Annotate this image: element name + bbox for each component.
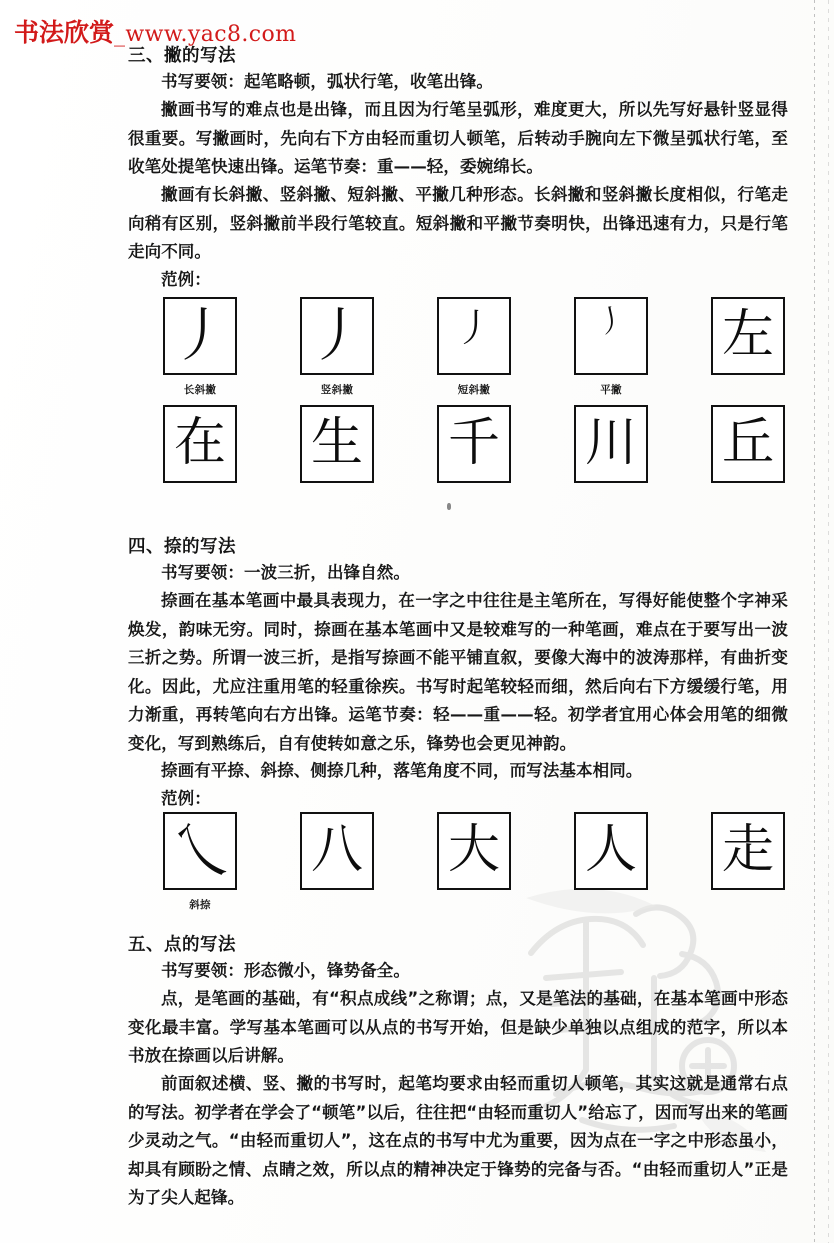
glyph-box — [437, 405, 511, 483]
examples-row-pie-1 — [163, 297, 785, 397]
example-cell — [711, 405, 785, 483]
glyph-box — [711, 297, 785, 375]
scan-edge-line-far-right — [828, 0, 829, 1243]
example-cell — [574, 812, 648, 912]
section-heading-pie: 三、撇的写法 — [128, 46, 236, 66]
glyph-char: 大 — [447, 820, 500, 880]
glyph-char: 千 — [447, 413, 500, 473]
example-cell — [163, 812, 237, 912]
site-watermark — [14, 13, 296, 49]
glyph-char: 在 — [173, 413, 226, 473]
glyph-box — [574, 405, 648, 483]
example-cell — [574, 405, 648, 483]
example-cell — [300, 405, 374, 483]
glyph-box — [300, 812, 374, 890]
glyph-box — [163, 297, 237, 375]
glyph-box — [437, 297, 511, 375]
site-watermark-url: _www.yac8.com — [114, 22, 297, 47]
section-dian-paragraph-1: 书写要领：形态微小，锋势备全。 — [161, 961, 410, 980]
glyph-char: 人 — [584, 820, 637, 880]
glyph-char: 丘 — [721, 413, 774, 473]
section-na-paragraph-1: 书写要领：一波三折，出锋自然。 — [161, 563, 410, 582]
example-cell — [300, 812, 374, 912]
section-heading-na: 四、捺的写法 — [128, 537, 236, 557]
glyph-box — [711, 812, 785, 890]
example-cell — [163, 297, 237, 397]
glyph-char: 生 — [310, 413, 363, 473]
example-cell — [437, 405, 511, 483]
section-dian-paragraph-2: 点，是笔画的基础，有“积点成线”之称谓；点，又是笔法的基础，在基本笔画中形态变化最丰富。学写基本笔画可以从点的书写开始，但是缺少单独以点组成的范字，所以本书放在捺画以后讲解。 — [128, 989, 788, 1065]
section-na-paragraph-4: 范例： — [161, 789, 211, 808]
section-pie-paragraph-1: 书写要领：起笔略顿，弧状行笔，收笔出锋。 — [161, 72, 493, 91]
glyph-label: 平撇 — [600, 384, 622, 396]
glyph-label: 长斜撇 — [183, 384, 217, 396]
section-na-paragraph-3: 捺画有平捺、斜捺、侧捺几种，落笔角度不同，而写法基本相同。 — [161, 761, 643, 780]
glyph-char: 丿 — [307, 301, 366, 369]
glyph-label: 短斜撇 — [457, 384, 491, 396]
scan-edge-line-right — [814, 0, 815, 1243]
glyph-char: 川 — [584, 413, 637, 473]
examples-row-pie-2 — [163, 405, 785, 483]
example-cell — [711, 297, 785, 397]
section-pie-paragraph-2: 撇画书写的难点也是出锋，而且因为行笔呈弧形，难度更大，所以先写好悬针竖显得很重要。写撇画时，先向右下方由轻而重切人顿笔，后转动手腕向左下微呈弧状行笔，至收笔处提笔快速出锋。运笔节奏：重——轻，委婉绵长。 — [128, 100, 788, 176]
glyph-char: 乀 — [170, 816, 229, 884]
glyph-box — [437, 812, 511, 890]
scan-speck — [447, 503, 451, 510]
glyph-char: 八 — [310, 820, 363, 880]
section-na-paragraph-2: 捺画在基本笔画中最具表现力，在一字之中往往是主笔所在，写得好能使整个字神采焕发，韵味无穷。同时，捺画在基本笔画中又是较难写的一种笔画，难点在于要写出一波三折之势。所谓一波三折，是指写捺画不能平铺直叙，要像大海中的波涛那样，有曲折变化。因此，尤应注重用笔的轻重徐疾。书写时起笔较轻而细，然后向右下方缓缓行笔，用力渐重，再转笔向右方出锋。运笔节奏：轻——重——轻。初学者宜用心体会用笔的细微变化，写到熟练后，自有使转如意之乐，锋势也会更见神韵。 — [128, 591, 788, 753]
glyph-box — [574, 812, 648, 890]
site-watermark-cn: 书法欣赏 — [14, 18, 115, 47]
section-heading-dian: 五、点的写法 — [128, 935, 236, 955]
glyph-box — [163, 812, 237, 890]
example-cell — [300, 297, 374, 397]
glyph-box — [574, 297, 648, 375]
glyph-char: 丿 — [170, 301, 229, 369]
glyph-box — [300, 297, 374, 375]
examples-row-na-1 — [163, 812, 785, 912]
glyph-box — [163, 405, 237, 483]
glyph-box — [300, 405, 374, 483]
section-pie-paragraph-3: 撇画有长斜撇、竖斜撇、短斜撇、平撇几种形态。长斜撇和竖斜撇长度相似，行笔走向稍有区别，竖斜撇前半段行笔较直。短斜撇和平撇节奏明快，出锋迅速有力，只是行笔走向不同。 — [128, 185, 788, 261]
example-cell — [437, 297, 511, 397]
example-cell — [574, 297, 648, 397]
glyph-char: 丿 — [592, 301, 630, 342]
glyph-label: 斜捺 — [189, 899, 211, 911]
example-cell — [437, 812, 511, 912]
section-dian-paragraph-3: 前面叙述横、竖、撇的书写时，起笔均要求由轻而重切人顿笔，其实这就是通常右点的写法。初学者在学会了“顿笔”以后，往往把“由轻而重切人”给忘了，因而写出来的笔画少灵动之气。“由轻而重切人”，这在点的书写中尤为重要，因为点在一字之中形态虽小，却具有顾盼之情、点睛之效，所以点的精神决定于锋势的完备与否。“由轻而重切人”正是为了尖人起锋。 — [128, 1074, 788, 1207]
section-pie-paragraph-4: 范例： — [161, 270, 211, 289]
glyph-label: 竖斜撇 — [320, 384, 354, 396]
example-cell — [163, 405, 237, 483]
glyph-char: 走 — [721, 820, 774, 880]
example-cell — [711, 812, 785, 912]
glyph-char: 左 — [721, 305, 774, 365]
glyph-char: 丿 — [454, 306, 493, 350]
glyph-box — [711, 405, 785, 483]
